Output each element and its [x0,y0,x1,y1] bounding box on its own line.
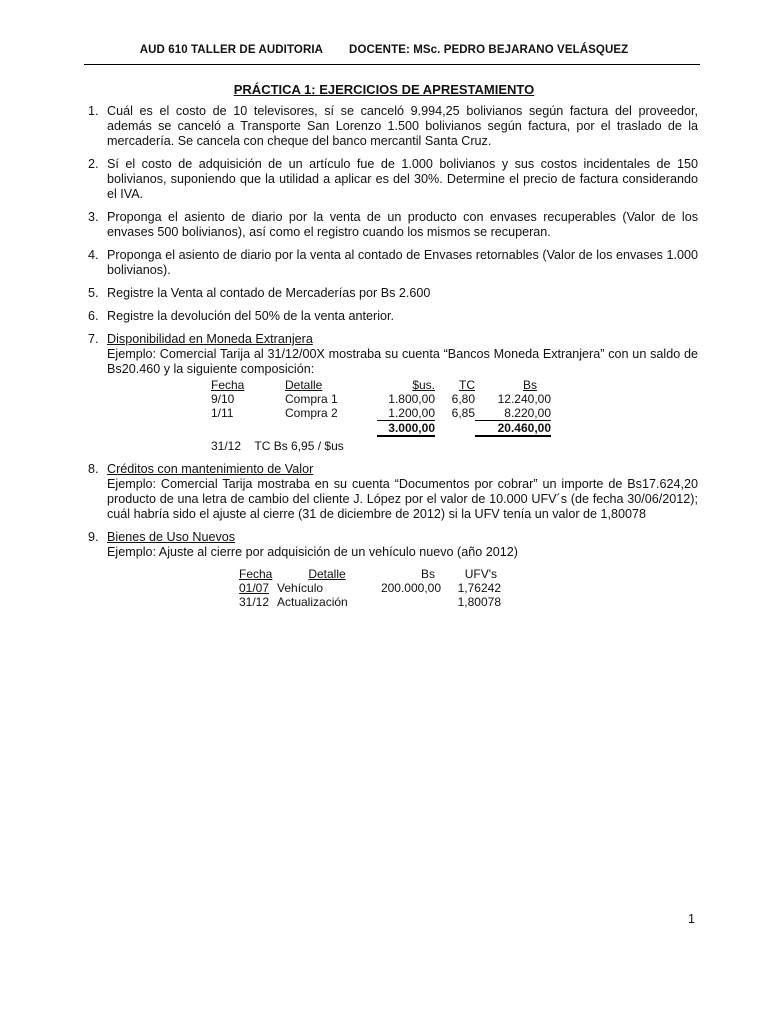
exercise-item [88,332,698,454]
cell-bs: 12.240,00 [497,392,551,406]
exercise-item [88,462,698,522]
exercise-item [88,286,698,301]
table-total-row [211,421,551,437]
item-number: 6. [88,309,99,323]
item-number: 9. [88,530,99,544]
cell-detalle: Compra 2 [285,406,338,421]
exercise-item [88,309,698,324]
item-text: Ejemplo: Comercial Tarija al 31/12/00X mostraba su cuenta “Bancos Moneda Extranjera” con un saldo de Bs20.460 y la siguiente composición: [107,347,698,376]
col-ufv: UFV's [464,567,497,581]
cell-usd: 1.200,00 [388,406,435,420]
col-fecha: Fecha [211,378,245,392]
cell-detalle: Actualización [277,595,348,609]
page-number: 1 [688,912,695,926]
course-name: AUD 610 TALLER DE AUDITORIA [139,44,324,56]
cell-bs [377,595,441,609]
item-text: Ejemplo: Comercial Tarija mostraba en su cuenta “Documentos por cobrar” un importe de Bs17.624,20 producto de una letra de cambio del cliente J. López por el valor de 10.000 UFV´s (de fecha 30/06/2012); cuál habría sido el ajuste al cierre (31 de diciembre de 2012) si la UFV tenía un valor de 1,80078 [107,477,698,521]
item-number: 1. [88,104,99,118]
total-usd: 3.000,00 [377,421,435,437]
cell-ufv: 1,80078 [457,595,501,609]
col-bs: Bs [522,378,537,392]
cell-fecha: 01/07 [239,581,270,595]
teacher-name: DOCENTE: MSc. PEDRO BEJARANO VELÁSQUEZ [349,44,629,56]
total-bs: 20.460,00 [475,421,551,437]
cell-fecha: 1/11 [211,406,234,421]
item-heading: Créditos con mantenimiento de Valor [107,462,314,476]
cell-tc: 6,80 [451,392,475,406]
cell-tc: 6,85 [451,406,475,421]
item-number: 5. [88,286,99,300]
item-text: Sí el costo de adquisición de un artículo fue de 1.000 bolivianos y sus costos incidentales de 150 bolivianos, suponiendo que la utilidad a aplicar es del 30%. Determine el precio de factura considerando el IVA. [107,157,698,201]
col-detalle: Detalle [308,567,346,581]
cell-detalle: Compra 1 [285,392,338,406]
table-row [239,595,501,609]
header-rule [84,64,700,65]
cell-fecha: 31/12 [239,595,270,609]
vehicle-adjustment-table [239,567,501,609]
document-title: PRÁCTICA 1: EJERCICIOS DE APRESTAMIENTO [233,82,535,97]
cell-ufv: 1,76242 [457,581,501,595]
item-text: Proponga el asiento de diario por la venta al contado de Envases retornables (Valor de los envases 1.000 bolivianos). [107,248,698,277]
table-header-row [211,378,551,392]
item-number: 2. [88,157,99,171]
note-date: 31/12 [211,439,242,453]
exercise-item [88,530,698,609]
item-text: Ejemplo: Ajuste al cierre por adquisición de un vehículo nuevo (año 2012) [107,545,518,559]
exchange-rate-note [211,439,698,454]
page-header [0,44,768,56]
col-fecha: Fecha [239,567,273,581]
item-heading: Disponibilidad en Moneda Extranjera [107,332,313,346]
col-tc: TC [459,378,475,392]
item-number: 4. [88,248,99,262]
exercise-item [88,104,698,149]
cell-detalle: Vehículo [277,581,324,595]
item-text: Registre la devolución del 50% de la venta anterior. [107,309,395,323]
exercise-item [88,248,698,278]
cell-bs: 8.220,00 [504,406,551,420]
item-heading: Bienes de Uso Nuevos [107,530,236,544]
currency-composition-table [211,378,551,437]
table-row [239,581,501,595]
exercise-list [88,104,698,617]
item-text: Proponga el asiento de diario por la venta de un producto con envases recuperables (Valor de los envases 500 bolivianos), así como el registro cuando los mismos se recuperan. [107,210,698,239]
col-detalle: Detalle [285,378,323,392]
table-row [211,392,551,406]
item-text: Cuál es el costo de 10 televisores, sí se canceló 9.994,25 bolivianos según factura del proveedor, además se canceló a Transporte San Lorenzo 1.500 bolivianos según factura, por el traslado de la mercadería. Se cancela con cheque del banco mercantil Santa Cruz. [107,104,698,148]
table-row [211,406,551,421]
table-header-row [239,567,501,581]
item-number: 3. [88,210,99,224]
item-number: 8. [88,462,99,476]
item-text: Registre la Venta al contado de Mercaderías por Bs 2.600 [107,286,431,300]
note-text: TC Bs 6,95 / $us [254,439,344,453]
cell-bs: 200.000,00 [380,581,441,595]
cell-fecha: 9/10 [211,392,235,406]
col-usd: $us. [412,378,435,392]
item-number: 7. [88,332,99,346]
cell-usd: 1.800,00 [388,392,435,406]
exercise-item [88,210,698,240]
exercise-item [88,157,698,202]
col-bs: Bs [420,567,435,581]
